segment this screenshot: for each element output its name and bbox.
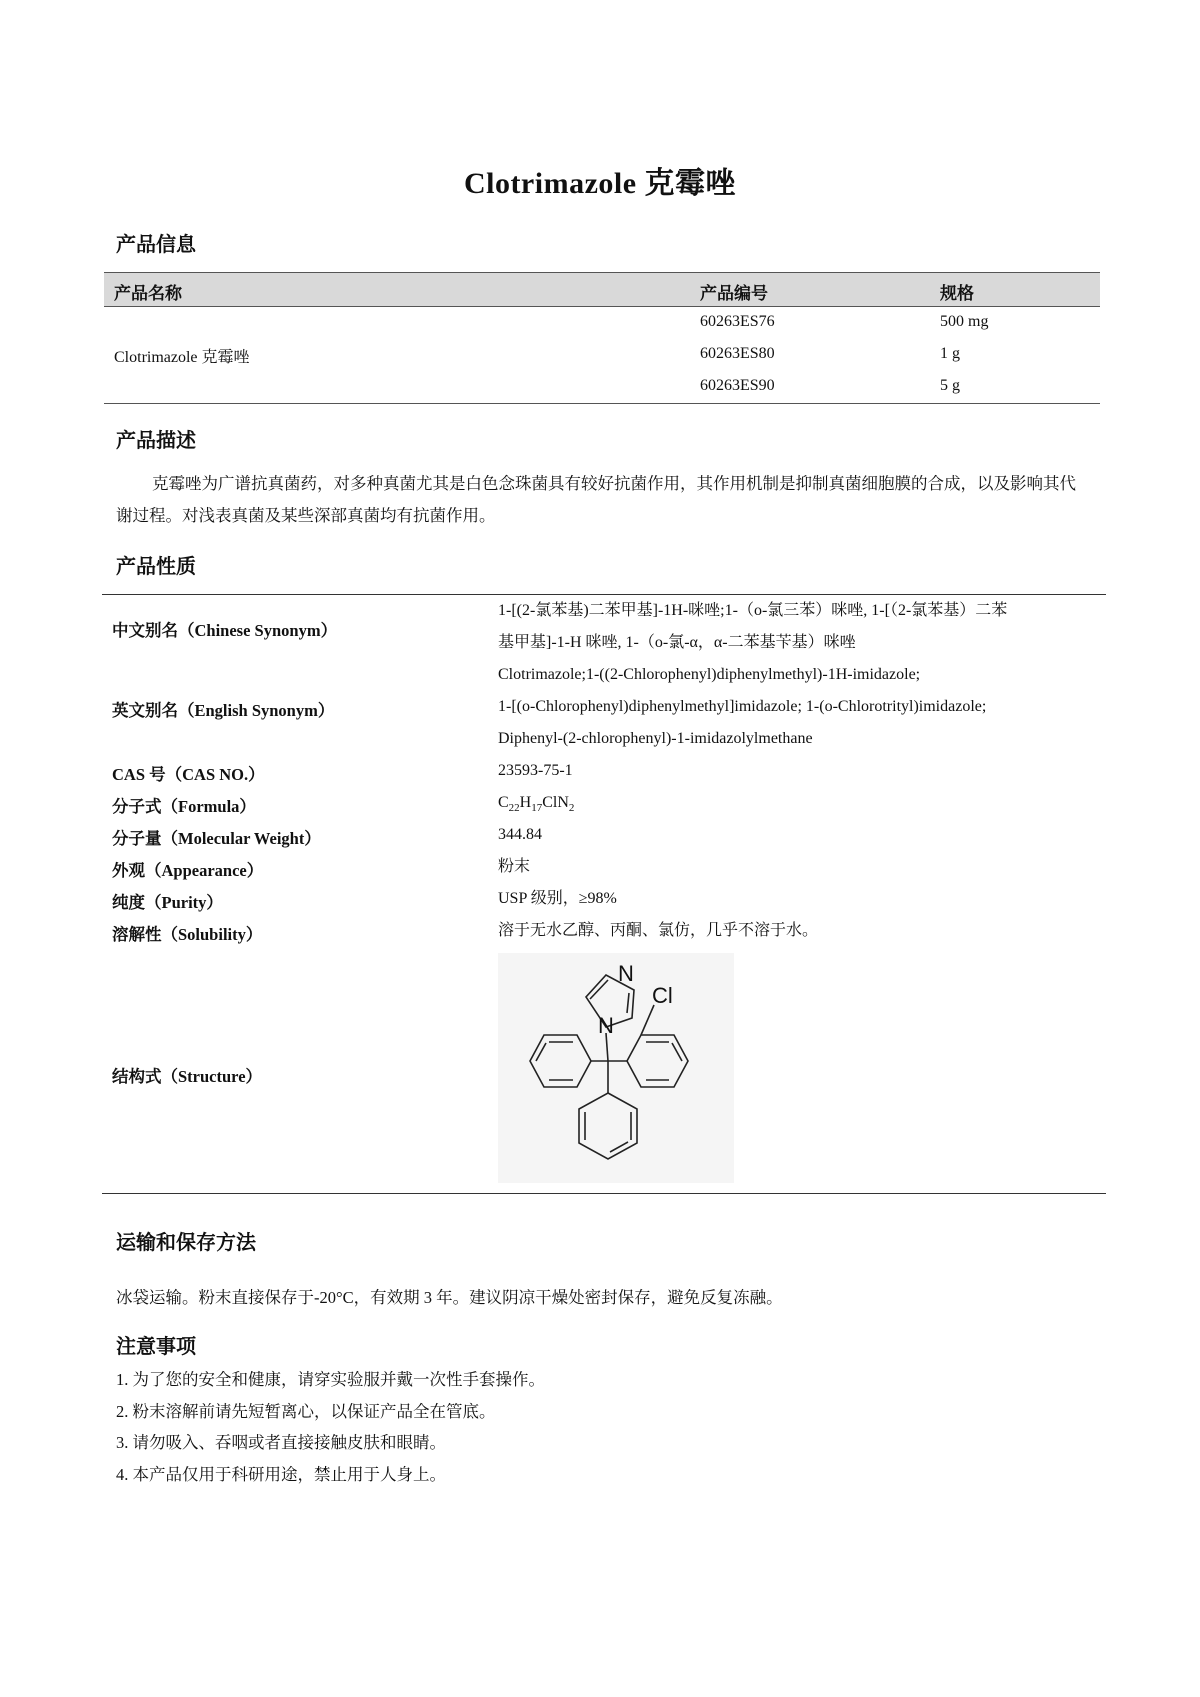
spec-cell: 500 mg [940, 313, 989, 330]
table-row [104, 307, 1100, 339]
value-chinese-synonym-line-1: 1-[(2-氯苯基)二苯甲基]-1H-咪唑;1-（o-氯三苯）咪唑, 1-[（2-氯苯基）二苯 [498, 602, 1008, 619]
section-heading-notes: 注意事项 [116, 1336, 196, 1358]
structure-diagram [498, 953, 734, 1183]
value-english-synonym-line-3: Diphenyl-(2-chlorophenyl)-1-imidazolylmethane [498, 730, 813, 747]
bond-cl [641, 1005, 654, 1035]
product-name-cell: Clotrimazole 克霉唑 [114, 349, 250, 366]
product-info-table [104, 272, 1100, 404]
value-solubility: 溶于无水乙醇、丙酮、氯仿，几乎不溶于水。 [498, 922, 819, 939]
atom-label-n: N [618, 961, 634, 986]
value-cas: 23593-75-1 [498, 762, 573, 779]
list-item: 3. 请勿吸入、吞咽或者直接接触皮肤和眼睛。 [116, 1433, 446, 1452]
label-molecular-weight: 分子量（Molecular Weight） [112, 829, 321, 848]
description-paragraph: 克霉唑为广谱抗真菌药，对多种真菌尤其是白色念珠菌具有较好抗菌作用，其作用机制是抑制真菌细胞膜的合成，以及影响其代谢过程。对浅表真菌及某些深部真菌均有抗菌作用。 [116, 474, 1076, 525]
header-product-name: 产品名称 [114, 284, 182, 303]
table-row [104, 371, 1100, 403]
value-english-synonym-line-2: 1-[(o-Chlorophenyl)diphenylmethyl]imidazole; 1-(o-Chlorotrityl)imidazole; [498, 698, 987, 715]
atom-label-cl: Cl [652, 983, 673, 1008]
section-heading-description: 产品描述 [116, 430, 196, 452]
properties-table [102, 594, 1106, 1194]
table-row [104, 339, 1100, 371]
header-product-code: 产品编号 [700, 284, 768, 303]
value-purity: USP 级别，≥98% [498, 890, 617, 907]
storage-text: 冰袋运输。粉末直接保存于-20°C，有效期 3 年。建议阴凉干燥处密封保存，避免反复冻融。 [116, 1288, 783, 1307]
bottom-phenyl-ring [579, 1093, 637, 1159]
document-title: Clotrimazole 克霉唑 [463, 167, 737, 200]
label-cas: CAS 号（CAS NO.） [112, 765, 265, 784]
header-spec: 规格 [940, 284, 974, 303]
spec-cell: 1 g [940, 345, 960, 362]
label-purity: 纯度（Purity） [112, 893, 223, 912]
value-formula: $C_{22}H_{17}ClN_2$ [498, 794, 575, 815]
label-structure: 结构式（Structure） [112, 1067, 263, 1086]
table-header-row [104, 273, 1100, 307]
notes-list [116, 1366, 545, 1492]
value-chinese-synonym-line-2: 基甲基]-1-H 咪唑, 1-（o-氯-α，α-二苯基苄基）咪唑 [498, 634, 856, 651]
product-code-cell: 60263ES90 [700, 377, 775, 394]
table-body [104, 307, 1100, 403]
label-chinese-synonym: 中文别名（Chinese Synonym） [112, 621, 338, 640]
right-phenyl-ring [627, 1035, 688, 1087]
label-formula: 分子式（Formula） [112, 797, 256, 816]
product-code-cell: 60263ES76 [700, 313, 775, 330]
atom-label-n2: N [598, 1013, 614, 1038]
section-heading-storage: 运输和保存方法 [116, 1232, 256, 1254]
value-english-synonym-line-1: Clotrimazole;1-((2-Chlorophenyl)diphenylmethyl)-1H-imidazole; [498, 666, 921, 683]
value-molecular-weight: 344.84 [498, 826, 542, 843]
section-heading-product-info: 产品信息 [116, 234, 196, 256]
list-item: 4. 本产品仅用于科研用途，禁止用于人身上。 [116, 1464, 446, 1484]
label-solubility: 溶解性（Solubility） [112, 925, 263, 944]
list-item: 1. 为了您的安全和健康，请穿实验服并戴一次性手套操作。 [116, 1370, 545, 1389]
label-english-synonym: 英文别名（English Synonym） [112, 701, 335, 720]
product-code-cell: 60263ES80 [700, 345, 775, 362]
label-appearance: 外观（Appearance） [112, 861, 264, 880]
list-item: 2. 粉末溶解前请先短暂离心，以保证产品全在管底。 [116, 1401, 496, 1421]
spec-cell: 5 g [940, 377, 960, 394]
value-appearance: 粉末 [498, 858, 531, 875]
section-heading-properties: 产品性质 [116, 556, 196, 578]
left-phenyl-ring [530, 1035, 591, 1087]
